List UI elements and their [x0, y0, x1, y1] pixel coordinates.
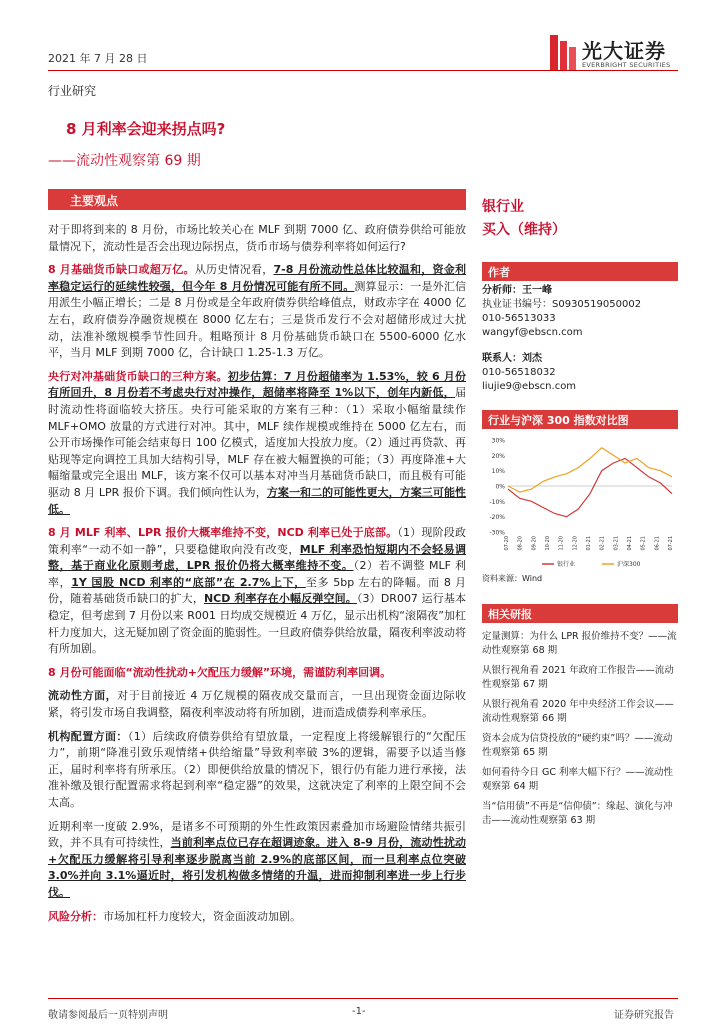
analyst-phone: 010-56513033	[482, 313, 556, 324]
series-line	[508, 448, 672, 492]
footer-report-type: 证券研究报告	[614, 1010, 674, 1021]
rating: 买入（维持）	[482, 222, 566, 238]
logo-text-cn: 光大证券	[582, 39, 666, 63]
related-research-list	[482, 630, 678, 834]
x-tick-label: 05-21	[640, 536, 647, 551]
x-tick-label: 04-21	[627, 536, 633, 551]
author-heading: 作者	[482, 262, 678, 281]
x-tick-label: 11-20	[558, 536, 565, 551]
x-tick-label: 07-21	[668, 536, 674, 551]
related-research-item[interactable]: 定量测算：为什么 LPR 报价维持不变？——流动性观察第 68 期	[482, 631, 677, 656]
logo-icon	[548, 33, 578, 73]
x-tick-label: 02-21	[599, 536, 606, 551]
related-research-item[interactable]: 从银行视角看 2020 年中央经济工作会议——流动性观察第 66 期	[482, 699, 674, 724]
legend-label: 银行业	[557, 561, 576, 568]
y-tick-label: -20%	[489, 514, 505, 522]
page-number: -1-	[352, 1006, 366, 1017]
paragraph-hedge-plans: 央行对冲基础货币缺口的三种方案。初步估算：7 月份超储率为 1.53%，较 6 月份有所回升，8 月份若不考虑央行对冲操作，超储率将降至 1%以下，创年内新低，届时流动性将面临较大挤压。央行可能采取的方案有三种：（1）采取小幅缩量续作 MLF+OMO 放量的方式进行对冲。其中，MLF 续作规模或维持在 5000 亿左右，而公开市场操作可能会结束每日 100 亿模式，适度加大投放力度。（2）通过再贷款、再贴现等定向调控工具加大结构引导，MLF 存在被大幅置换的可能；（3）再度降准+大幅缩量或完全退出 MLF，该方案不仅可以基本对冲当月基础货币缺口，而且极有可能驱动 8 月 LPR 报价下调。我们倾向性认为，方案一和二的可能性更大，方案三可能性低。	[48, 369, 467, 516]
x-tick-label: 07-20	[504, 536, 510, 551]
contact-phone: 010-56518032	[482, 367, 556, 378]
analyst-email[interactable]: wangyf@ebscn.com	[482, 327, 583, 338]
chart-source: 资料来源：Wind	[482, 574, 543, 583]
intro-paragraph: 对于即将到来的 8 月份，市场比较关心在 MLF 到期 7000 亿、政府债券供给可能放量情况下，流动性是否会出现边际拐点，货币市场与债券利率将如何运行?	[48, 223, 466, 253]
report-title: 8 月利率会迎来拐点吗?	[66, 120, 226, 138]
related-research-heading: 相关研报	[482, 604, 678, 623]
x-tick-label: 03-21	[613, 536, 620, 551]
y-tick-label: -10%	[489, 498, 505, 506]
footer-disclaimer: 敬请参阅最后一页特别声明	[48, 1010, 168, 1021]
index-comparison-chart	[482, 432, 678, 572]
paragraph-mlf-lpr: 8 月 MLF 利率、LPR 报价大概率维持不变，NCD 利率已处于底部。（1）现阶段政策利率“一动不如一静”，只要稳健取向没有改变，MLF 利率恐怕短期内不会轻易调整，基于商业化原则考虑，LPR 报价仍将大概率维持不变。（2）若不调整 MLF 利率，1Y 国股 NCD 利率的“底部”在 2.7%上下，至多 5bp 左右的降幅。而 8 月份，随着基础货币缺口的扩大，NCD 利率存在小幅反弹空间。（3）DR007 运行基本稳定，但考虑到 7 月份以来 R001 日均成交规模近 4 万亿，显示出机构“滚隔夜”加杠杆力度加大，这无疑加剧了资金面的脆弱性。一旦政府债券供给放量，隔夜利率波动将有所加剧。	[48, 526, 467, 656]
contact-name: 联系人：刘杰	[482, 353, 542, 364]
paragraph-base-money: 8 月基础货币缺口或超万亿。从历史情况看，7-8 月份流动性总体比较温和，资金利率稳定运行的延续性较强，但今年 8 月份情况可能有所不同。测算显示：一是外汇信用派生小幅正增长；二是 8 月份或是全年政府债券供给峰值点，财政赤字在 4000 亿左右，政府债券净融资规模在 8000 亿左右；三是货币发行不会对超储形成过大扰动，法准补缴规模季节性回升。粗略预计 8 月份基础货币缺口在 5500-6000 亿水平，当月 MLF 到期 7000 亿，合计缺口 1.25-1.3 万亿。	[48, 263, 467, 360]
x-tick-label: 10-20	[545, 536, 551, 551]
contact-email[interactable]: liujie9@ebscn.com	[482, 381, 577, 392]
related-research-item[interactable]: 如何看待今日 GC 利率大幅下行？——流动性观察第 64 期	[482, 767, 674, 792]
y-tick-label: -30%	[489, 529, 505, 537]
x-tick-label: 01-21	[586, 536, 592, 551]
y-tick-label: 20%	[491, 452, 505, 460]
y-tick-label: 30%	[491, 437, 505, 445]
paragraph-liquidity: 流动性方面，对于目前接近 4 万亿规模的隔夜成交量而言，一旦出现资金面边际收紧，将引发市场自我调整，隔夜利率波动将有所加剧，进而造成债券利率承压。	[48, 689, 466, 720]
legend-label: 沪深300	[617, 561, 641, 568]
x-tick-label: 08-20	[517, 536, 524, 551]
x-tick-label: 12-20	[572, 536, 579, 551]
related-research-item[interactable]: 当“信用债”不再是“信仰债”：缘起、演化与冲击——流动性观察第 63 期	[482, 801, 673, 826]
x-tick-label: 06-21	[654, 536, 661, 551]
header-divider	[48, 70, 678, 71]
analyst-cert: 执业证书编号：S0930519050002	[482, 299, 642, 310]
report-date: 2021 年 7 月 28 日	[48, 52, 148, 65]
chart-heading: 行业与沪深 300 指数对比图	[482, 410, 678, 429]
report-subtitle: ——流动性观察第 69 期	[48, 153, 201, 169]
footer-divider	[48, 998, 678, 999]
y-tick-label: 0%	[495, 483, 505, 491]
logo-text-en: EVERBRIGHT SECURITIES	[582, 61, 671, 69]
sector-name: 银行业	[482, 199, 524, 215]
main-body	[48, 222, 466, 932]
author-info	[482, 284, 641, 394]
paragraph-august-outlook: 8 月份可能面临“流动性扰动+欠配压力缓解”环境，需谨防利率回调。	[48, 665, 392, 679]
related-research-item[interactable]: 资本会成为信贷投放的“硬约束”吗？——流动性观察第 65 期	[482, 733, 673, 758]
y-tick-label: 10%	[491, 468, 505, 476]
paragraph-recent-rates: 近期利率一度破 2.9%，是诸多不可预期的外生性政策因素叠加市场避险情绪共振引致，并不具有可持续性，当前利率点位已存在超调迹象。进入 8-9 月份，流动性扰动+欠配压力缓解将引导利率逐步脱离当前 2.9%的底部区间，而一旦利率点位突破 3.0%并向 3.1%逼近时，将引发机构做多情绪的升温，进而抑制利率进一步上行步伐。	[48, 819, 467, 899]
paragraph-allocation: 机构配置方面：（1）后续政府债券供给有望放量，一定程度上将缓解银行的“欠配压力”，前期“降准引致乐观情绪+供给缩量”导致利率破 3%的逻辑，需要予以适当修正，届时利率将有所承压。（2）即便供给放量的情况下，银行仍有能力进行承接，法准补缴及银行配置需求将起到利率“稳定器”的效果，这就决定了利率的上限空间不会太高。	[48, 729, 467, 809]
paragraph-risk: 风险分析：市场加杠杆力度较大，资金面波动加剧。	[48, 909, 301, 923]
related-research-item[interactable]: 从银行视角看 2021 年政府工作报告——流动性观察第 67 期	[482, 665, 674, 690]
report-category: 行业研究	[48, 84, 97, 98]
x-tick-label: 09-20	[531, 536, 538, 551]
analyst-name: 分析师：王一峰	[482, 285, 552, 296]
section-heading-main-points: 主要观点	[48, 189, 466, 210]
